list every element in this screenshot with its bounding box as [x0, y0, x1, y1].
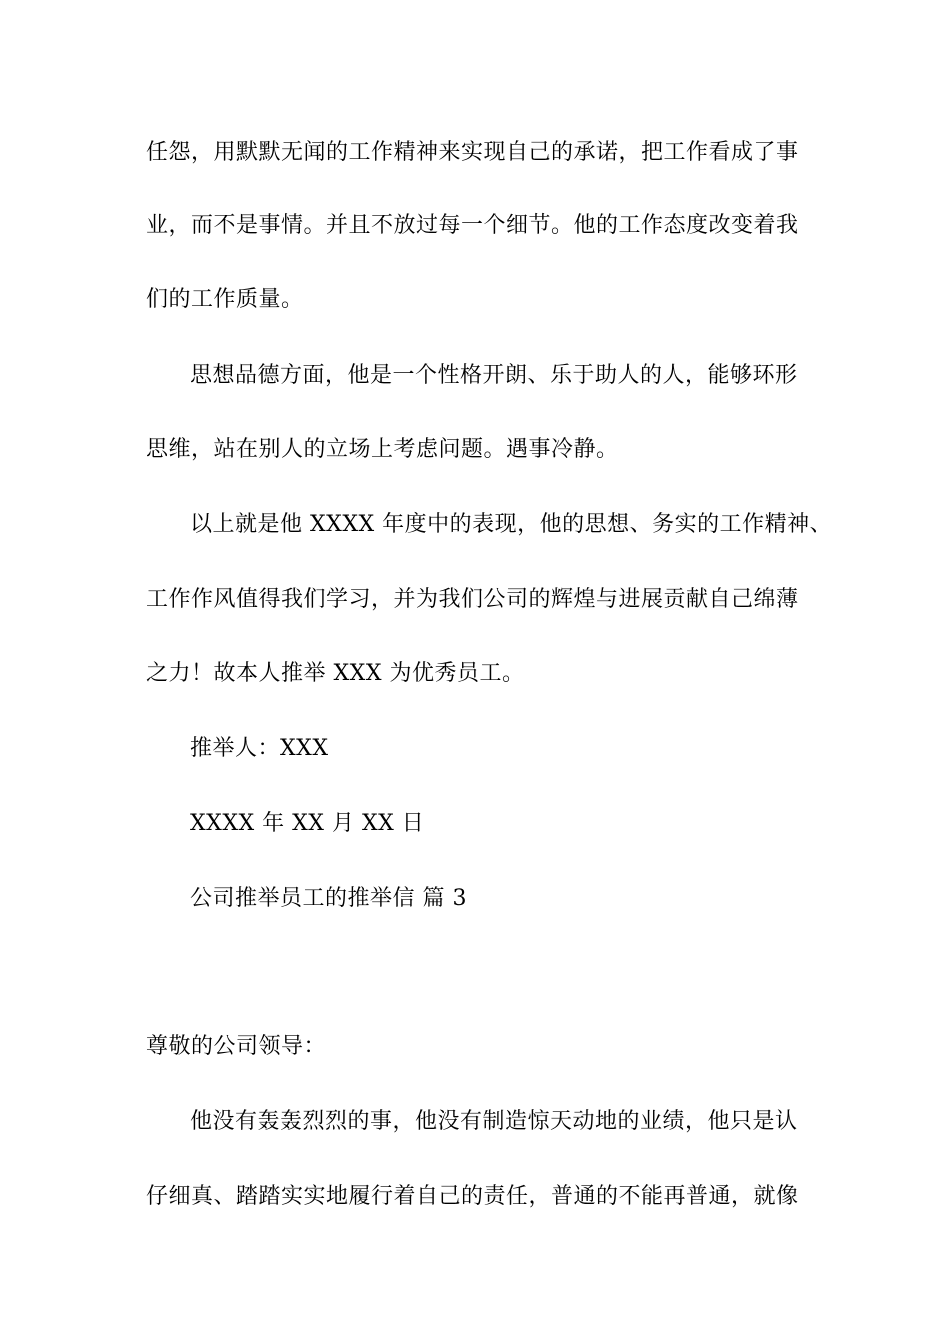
paragraph-line-13: 他没有轰轰烈烈的事，他没有制造惊天动地的业绩，他只是认	[190, 1109, 798, 1134]
paragraph-line-1: 任怨，用默默无闻的工作精神来实现自己的承诺，把工作看成了事	[146, 140, 799, 165]
paragraph-line-3: 们的工作质量。	[146, 287, 304, 312]
paragraph-line-5: 思维，站在别人的立场上考虑问题。遇事冷静。	[146, 437, 619, 462]
date-line: XXXX 年 XX 月 XX 日	[190, 811, 425, 836]
paragraph-line-2: 业，而不是事情。并且不放过每一个细节。他的工作态度改变着我	[146, 213, 799, 238]
section-heading: 公司推举员工的推举信 篇 3	[190, 886, 467, 911]
salutation-line: 尊敬的公司领导：	[146, 1034, 327, 1059]
paragraph-line-6: 以上就是他 XXXX 年度中的表现，他的思想、务实的工作精神、	[190, 512, 833, 537]
paragraph-line-4: 思想品德方面，他是一个性格开朗、乐于助人的人，能够环形	[190, 363, 798, 388]
paragraph-line-8: 之力！故本人推举 XXX 为优秀员工。	[146, 661, 525, 686]
paragraph-line-7: 工作作风值得我们学习，并为我们公司的辉煌与进展贡献自己绵薄	[146, 587, 799, 612]
paragraph-line-14: 仔细真、踏踏实实地履行着自己的责任，普通的不能再普通，就像	[146, 1184, 799, 1209]
recommender-line: 推举人：XXX	[190, 736, 329, 761]
